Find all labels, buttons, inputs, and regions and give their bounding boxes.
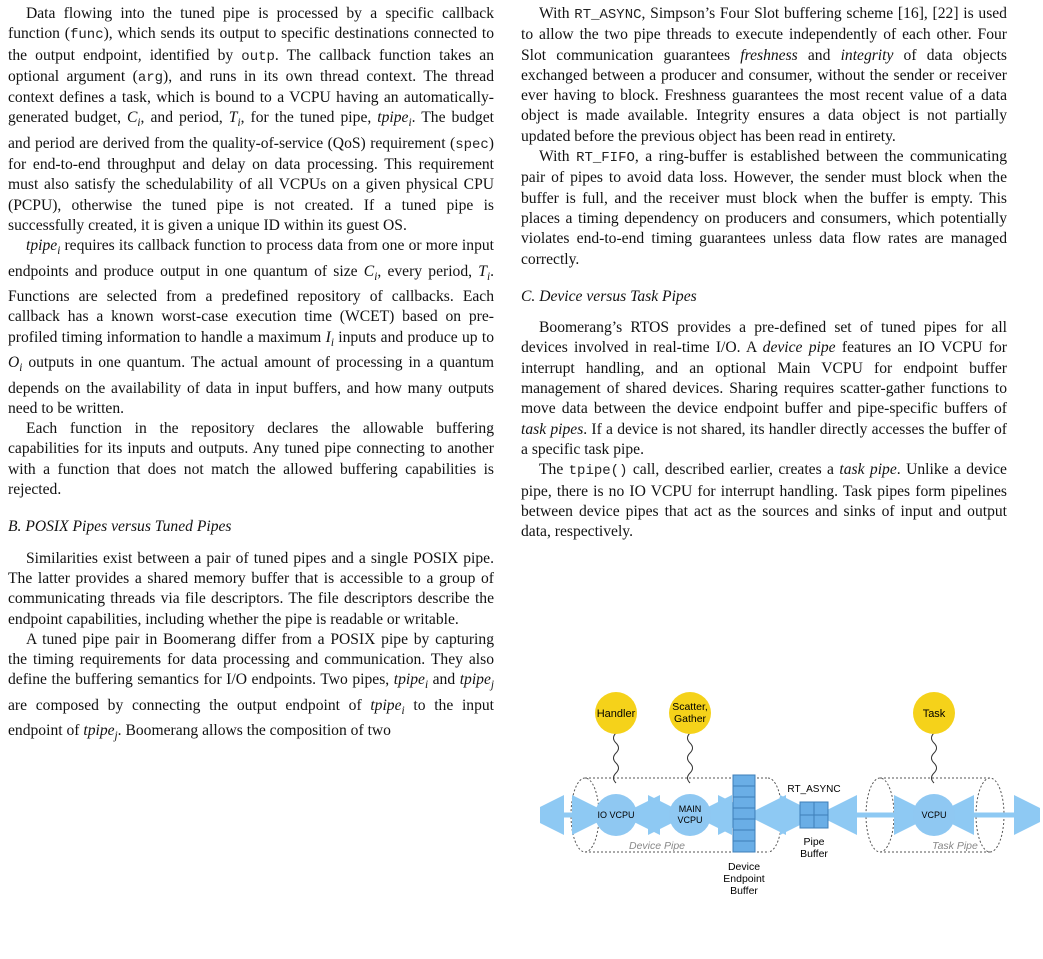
paragraph-tuned-pipe-pair: A tuned pipe pair in Boomerang differ from a POSIX pipe by capturing the timing requirements for data processing and communication. They also define the buffering semantics for I/O endpoints. Two pipes, tpipe$_i$ and tpipe$_j$ are composed by connecting the output endpoint of tpipe$_i$ to the input endpoint of tpipe$_j$. Boomerang allows the composition of two [8, 630, 494, 743]
pipe-buffer-label-1: Pipe [803, 836, 825, 848]
heading-device-vs-task: C. Device versus Task Pipes [521, 287, 697, 305]
svg-text:Endpoint: Endpoint [723, 873, 765, 885]
task-thread [913, 692, 955, 734]
paragraph-rt-async: With RT_ASYNC, Simpson’s Four Slot buffering scheme [16], [22] is used to allow the two pipe threads to execute independently of each other. Four Slot communication guarantees freshness and integrity of data objects exchanged between a producer and consumer, without the sender or receiver ever having to block. Freshness guarantees the most recent value of a data object is made available. Integrity ensures a data object is not partially updated before the previous object has been read in entirety. [521, 5, 1007, 145]
pipe-buffer [800, 802, 828, 828]
task-vcpu [913, 794, 955, 836]
svg-text:Scatter,: Scatter, [672, 701, 708, 713]
svg-text:Task: Task [922, 708, 946, 720]
main-vcpu [669, 794, 711, 836]
paragraph-task-pipes: The tpipe() call, described earlier, creates a task pipe. Unlike a device pipe, there is no IO VCPU for interrupt handling. Task pipes form pipelines between device pipes that act as the sources and sinks of input and output data, respectively. [521, 461, 1007, 541]
paragraph-tpipe-quantum: tpipe$_i$ requires its callback function to process data from one or more input endpoints and produce output in one quantum of size $C_i$, every period, $T_i$. Functions are selected from a predefined repository of callbacks. Each callback has a known worst-case execution time (WCET) based on pre-profiled timing information to handle a maximum $I_i$ inputs and produce up to $O_i$ outputs in one quantum. The actual amount of processing in a quantum depends on the availability of data in input buffers, and how many outputs need to be written. [8, 237, 494, 417]
svg-text:Handler: Handler [596, 708, 636, 720]
scatter-gather-thread [669, 692, 711, 734]
svg-text:Device: Device [727, 861, 761, 873]
handler-thread [595, 692, 637, 734]
device-endpoint-buffer [733, 775, 755, 852]
svg-text:Gather: Gather [673, 713, 707, 725]
paragraph-posix-similarities: Similarities exist between a pair of tuned pipes and a single POSIX pipe. The latter provides a shared memory buffer that is accessible to a group of communicating threads via file descriptors. The file descriptors describe the endpoint capabilities, including whether the pipe is readable or writable. [8, 549, 494, 628]
svg-text:VCPU: VCPU [921, 810, 947, 820]
thread-links [614, 733, 937, 783]
left-column [8, 4, 494, 747]
right-column [521, 4, 1007, 542]
svg-text:IO VCPU: IO VCPU [597, 810, 635, 820]
device-endpoint-buffer-label [723, 861, 765, 897]
task-pipe-label: Task Pipe [932, 840, 978, 852]
pipe-architecture-figure [540, 690, 1040, 950]
io-vcpu [595, 794, 637, 836]
paragraph-callback: Data flowing into the tuned pipe is processed by a specific callback function (func), which sends its output to specific destinations connected to the output endpoint, identified by outp. The callback function takes an optional argument (arg), and runs in its own thread context. The thread context defines a task, which is bound to a VCPU having an automatically-generated budget, $C_i$, and period, $T_i$, for the tuned pipe, tpipe$_i$. The budget and period are derived from the quality-of-service (QoS) requirement (spec) for end-to-end throughput and delay on data processing. This requirement must also satisfy the schedulability of all VCPUs on a given physical CPU (PCPU), otherwise the tuned pipe is not created. If a tuned pipe is successfully created, it is given a unique ID within its guest OS. [8, 5, 495, 235]
paragraph-repository: Each function in the repository declares the allowable buffering capabilities for its inputs and outputs. Any tuned pipe connecting to another with a function that does not match the allowed buffering capabilities is rejected. [8, 420, 494, 499]
rt-async-label: RT_ASYNC [787, 784, 841, 795]
paragraph-device-pipes: Boomerang’s RTOS provides a pre-defined set of tuned pipes for all devices involved in real-time I/O. A device pipe features an IO VCPU for interrupt handling, and an optional Main VCPU for endpoint buffer management of shared devices. Sharing requires scatter-gather functions to move data between the device endpoint buffer and pipe-specific buffers of task pipes. If a device is not shared, its handler directly accesses the buffer of a specific task pipe. [521, 319, 1008, 458]
device-pipe-label: Device Pipe [628, 840, 686, 852]
svg-text:MAIN: MAIN [678, 804, 702, 814]
heading-posix-vs-tuned: B. POSIX Pipes versus Tuned Pipes [8, 518, 232, 536]
pipe-buffer-label-2: Buffer [800, 848, 828, 860]
paragraph-rt-fifo: With RT_FIFO, a ring-buffer is established between the communicating pair of pipes to avoid data loss. However, the sender must block when the buffer is full, and the receiver must block when the buffer is empty. This places a timing dependency on producers and consumers, which potentially violates end-to-end timing guarantees unless data flow rates are managed correctly. [521, 148, 1007, 268]
svg-text:Buffer: Buffer [730, 885, 758, 897]
svg-text:VCPU: VCPU [677, 815, 703, 825]
